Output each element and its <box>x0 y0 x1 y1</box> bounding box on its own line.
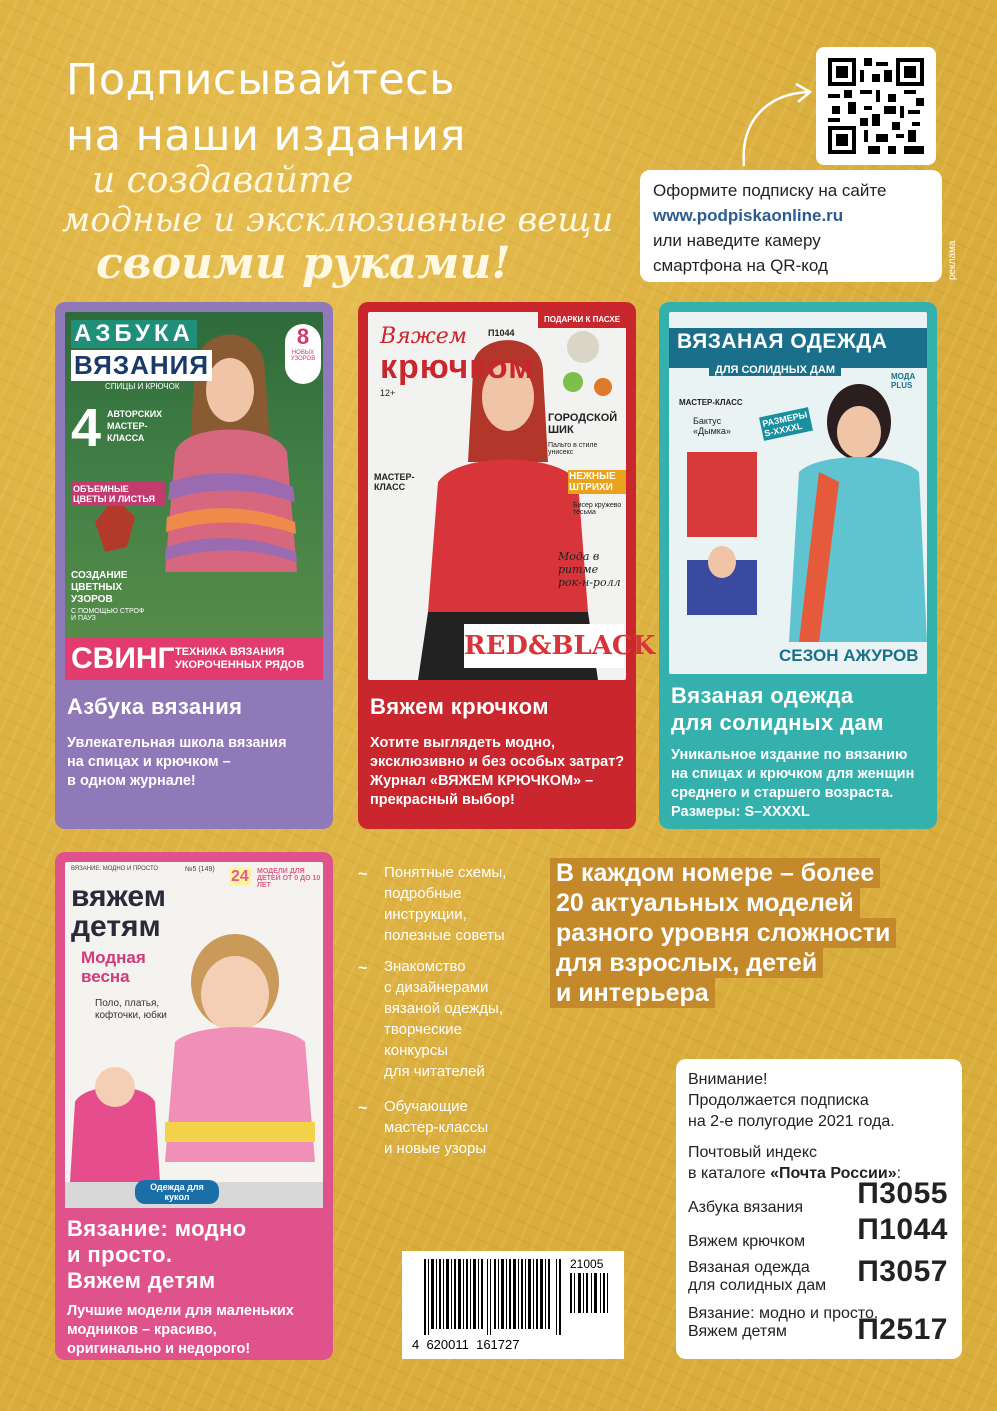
cover-age: 12+ <box>380 388 396 398</box>
promo-line: В каждом номере – более <box>550 858 880 888</box>
cover-footer-big: СВИНГ <box>71 642 175 675</box>
arrow-icon <box>738 80 818 170</box>
cover-theme-line: Модная <box>81 948 146 967</box>
cover-master-class: МАСТЕР-КЛАСС <box>679 398 743 407</box>
desc-line: среднего и старшего возраста. <box>671 785 894 801</box>
index-name-odezhda <box>688 1259 826 1295</box>
magazine-cover-vyazhem-kryuchkom <box>368 312 656 680</box>
qr-code[interactable] <box>816 47 936 165</box>
bullet-line: вязаной одежды, <box>384 1000 503 1017</box>
bullet-line: мастер-классы <box>384 1119 489 1136</box>
cover-items: Поло, платья, кофточки, юбки <box>95 998 167 1021</box>
cover-big-text: АВТОРСКИХ МАСТЕР-КЛАССА <box>107 409 163 443</box>
bullet-line: инструкции, <box>384 906 467 923</box>
cover-tag-4: Мода в ритме рок-н-ролл <box>558 550 621 589</box>
bullet-line: Знакомство <box>384 958 466 975</box>
subscribe-url-link[interactable]: www.podpiskaonline.ru <box>653 206 844 225</box>
title-line: Вязаная одежда <box>671 683 854 708</box>
desc-line: Лучшие модели для маленьких <box>67 1303 294 1319</box>
magazine-cover-azbuka <box>65 312 323 680</box>
magazine-title: Азбука вязания <box>67 694 243 719</box>
cover-footer: СЕЗОН АЖУРОВ <box>779 646 919 665</box>
title-line: и просто. <box>67 1242 173 1267</box>
desc-line: Уникальное издание по вязанию <box>671 747 908 763</box>
feature-bullet-2 <box>358 956 538 1082</box>
magazine-description <box>67 734 287 791</box>
promo-text <box>550 858 950 1008</box>
cover-badge-text: НОВЫХ УЗОРОВ <box>290 350 316 362</box>
cover-title-top: Вяжем <box>380 324 468 349</box>
feature-bullet-1 <box>358 862 538 946</box>
magazine-cover-vyazhem-detyam <box>65 862 323 1208</box>
subscribe-text-4: смартфона на QR-код <box>653 256 828 275</box>
bullet-dash-icon: ~ <box>358 1100 368 1117</box>
magazine-card-vyazanaya-odezhda[interactable] <box>659 302 937 829</box>
cover-badge <box>285 324 321 384</box>
subscribe-text-1: Оформите подписку на сайте <box>653 181 887 200</box>
cover-tag-2b: Бисер кружево тесьма <box>573 502 622 516</box>
info-line-1: Внимание! <box>688 1071 768 1088</box>
promo-line: разного уровня сложности <box>550 918 896 948</box>
ad-label: реклама <box>947 240 958 280</box>
bullet-dash-icon: ~ <box>358 866 368 883</box>
barcode-icon <box>424 1259 564 1335</box>
headline-line-2: на наши издания <box>66 111 466 161</box>
title-line: Вязание: модно <box>67 1216 247 1241</box>
cover-tag-3: МАСТЕР-КЛАСС <box>374 472 415 492</box>
index-name-line: Вязание: модно и просто. <box>688 1305 879 1322</box>
desc-line: Хотите выглядеть модно, <box>370 735 556 751</box>
index-name-line: Вязаная одежда <box>688 1259 810 1276</box>
desc-line: оригинально и недорого! <box>67 1341 251 1357</box>
cover-theme <box>81 948 146 986</box>
desc-line: Увлекательная школа вязания <box>67 735 287 751</box>
promo-line: 20 актуальных моделей <box>550 888 860 918</box>
magazine-cover-vyazanaya-odezhda <box>669 312 927 674</box>
desc-line: Размеры: S–XXXXL <box>671 804 810 820</box>
barcode-digits: 4 620011 161727 <box>412 1337 520 1352</box>
cover-title-top: вяжем <box>71 880 166 913</box>
cover-brand: МОДА PLUS <box>891 372 916 390</box>
cover-tag-2: СОЗДАНИЕ ЦВЕТНЫХ УЗОРОВ <box>71 570 128 605</box>
cover-doll: Одежда для кукол <box>135 1180 219 1204</box>
index-code-azbuka: П3055 <box>857 1177 948 1210</box>
info-line-3: на 2-е полугодие 2021 года. <box>688 1113 895 1130</box>
cover-tag-1b: Пальто в стиле унисекс <box>548 442 598 456</box>
index-name-azbuka: Азбука вязания <box>688 1199 803 1216</box>
promo-line: и интерьера <box>550 978 715 1008</box>
magazine-description <box>67 1302 294 1359</box>
barcode <box>402 1251 624 1359</box>
index-name-line: Вяжем детям <box>688 1323 787 1340</box>
cover-tag-1: ГОРОДСКОЙ ШИК <box>548 412 618 436</box>
cover-big-number: 4 <box>71 398 102 458</box>
info-catalog-post: : <box>896 1165 902 1182</box>
index-code-detyam: П2517 <box>857 1313 948 1346</box>
headline <box>66 52 626 164</box>
qr-code-icon <box>828 58 924 154</box>
desc-line: в одном журнале! <box>67 773 196 789</box>
barcode-addon-icon <box>570 1273 610 1313</box>
promo-line: для взрослых, детей <box>550 948 823 978</box>
magazine-card-vyazhem-kryuchkom[interactable] <box>358 302 656 829</box>
index-name-kryuchkom: Вяжем крючком <box>688 1233 806 1250</box>
bullet-line: творческие <box>384 1021 462 1038</box>
cover-issue: П1044 <box>488 328 515 338</box>
bullet-line: Понятные схемы, <box>384 864 507 881</box>
magazine-card-vyazhem-detyam[interactable] <box>55 852 333 1360</box>
cover-ribbon: ПОДАРКИ К ПАСХЕ <box>538 312 626 328</box>
headline-line-4: модные и эксклюзивные вещи <box>62 200 614 240</box>
headline-line-1: Подписывайтесь <box>66 55 456 105</box>
cover-theme-line: весна <box>81 967 130 986</box>
bullet-line: полезные советы <box>384 927 505 944</box>
info-catalog-pre: в каталоге <box>688 1165 771 1182</box>
headline-line-5: своими руками! <box>96 238 511 289</box>
info-catalog-name: «Почта России» <box>770 1165 897 1182</box>
bullet-line: для читателей <box>384 1063 485 1080</box>
title-line: для солидных дам <box>671 710 884 735</box>
cover-sizes: РАЗМЕРЫ S-XXXXL <box>759 407 813 441</box>
cover-badge: 24 <box>231 868 249 885</box>
desc-line: эксклюзивно и без особых затрат? <box>370 754 625 770</box>
cover-title-top: ВЯЗАНАЯ ОДЕЖДА <box>677 330 888 353</box>
subscribe-text-3: или наведите камеру <box>653 231 821 250</box>
magazine-title <box>671 682 884 736</box>
cover-issue: №5 (149) <box>185 866 215 873</box>
index-name-line: для солидных дам <box>688 1277 827 1294</box>
cover-tag-2b: С ПОМОЩЬЮ СТРОФ И ПАУЗ <box>71 608 145 622</box>
magazine-card-azbuka[interactable] <box>55 302 333 829</box>
feature-bullet-3 <box>358 1096 538 1159</box>
desc-line: на спицах и крючком для женщин <box>671 766 915 782</box>
cover-title-bottom: детям <box>71 910 161 943</box>
cover-tag-1: ОБЪЕМНЫЕ ЦВЕТЫ И ЛИСТЬЯ <box>71 482 165 506</box>
magazine-description <box>370 734 624 810</box>
cover-title-bottom: ДЛЯ СОЛИДНЫХ ДАМ <box>709 364 841 376</box>
info-line-4: Почтовый индекс <box>688 1144 817 1161</box>
cover-footer-band <box>65 638 323 680</box>
info-line-2: Продолжается подписка <box>688 1092 869 1109</box>
desc-line: прекрасный выбор! <box>370 792 515 808</box>
bullet-line: и новые узоры <box>384 1140 487 1157</box>
desc-line: Журнал «ВЯЖЕМ КРЮЧКОМ» – <box>370 773 594 789</box>
cover-subtitle: СПИЦЫ И КРЮЧОК <box>105 382 180 391</box>
bullet-line: конкурсы <box>384 1042 449 1059</box>
cover-title-top: АЗБУКА <box>71 320 197 348</box>
cover-title-bottom: крючком <box>380 348 535 386</box>
magazine-title: Вяжем крючком <box>370 694 549 719</box>
title-line: Вяжем детям <box>67 1268 216 1293</box>
cover-top-small: ВЯЗАНИЕ: МОДНО И ПРОСТО <box>71 866 159 872</box>
cover-title-bottom: ВЯЗАНИЯ <box>71 350 212 381</box>
magazine-title <box>67 1216 247 1294</box>
index-code-kryuchkom: П1044 <box>857 1213 948 1246</box>
bullet-line: с дизайнерами <box>384 979 489 996</box>
desc-line: модников – красиво, <box>67 1322 217 1338</box>
bullet-line: подробные <box>384 885 462 902</box>
cover-footer-small: ТЕХНИКА ВЯЗАНИЯ УКОРОЧЕННЫХ РЯДОВ <box>175 646 305 671</box>
index-code-odezhda: П3057 <box>857 1255 948 1288</box>
magazine-description <box>671 746 914 822</box>
bullet-dash-icon: ~ <box>358 960 368 977</box>
bullet-line: Обучающие <box>384 1098 468 1115</box>
cover-badge-text: МОДЕЛИ ДЛЯ ДЕТЕЙ ОТ 0 ДО 10 ЛЕТ <box>257 868 321 889</box>
cover-tag-2: НЕЖНЫЕ ШТРИХИ <box>568 470 626 494</box>
cover-badge-number: 8 <box>296 324 310 349</box>
index-name-detyam <box>688 1305 878 1341</box>
cover-footer: RED&BLACK <box>464 624 624 668</box>
desc-line: на спицах и крючком – <box>67 754 231 770</box>
subscription-info-box <box>640 170 942 282</box>
subscription-index-box <box>676 1059 962 1359</box>
barcode-addon-number: 21005 <box>570 1257 604 1271</box>
cover-item: Бактус «Дымка» <box>693 416 731 436</box>
headline-line-3: и создавайте <box>92 160 354 201</box>
